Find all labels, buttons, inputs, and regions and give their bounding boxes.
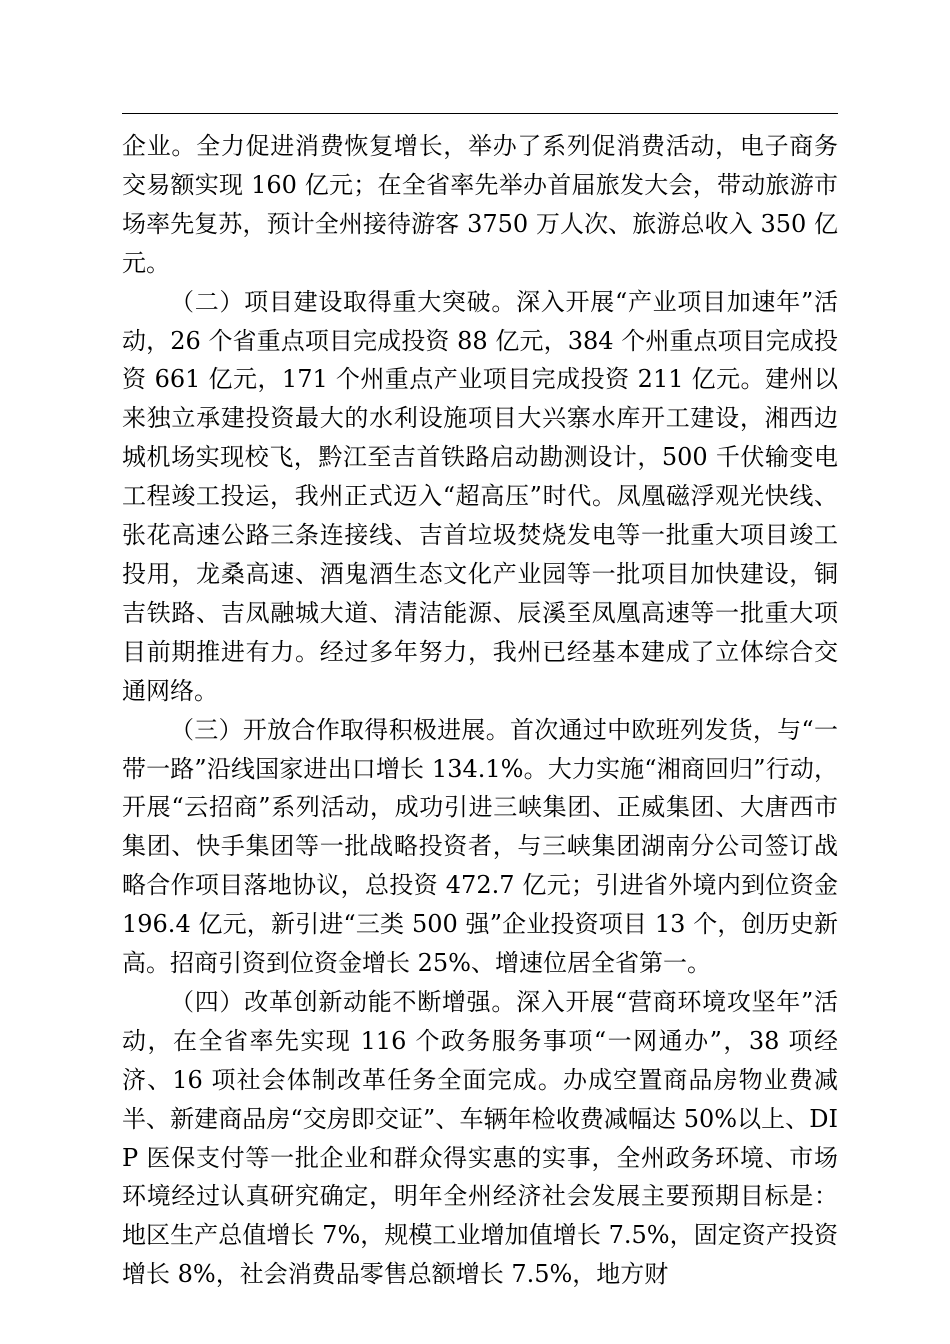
header-rule bbox=[122, 113, 838, 114]
document-body bbox=[122, 127, 838, 1294]
paragraph-continuation: 企业。全力促进消费恢复增长，举办了系列促消费活动，电子商务交易额实现 160 亿元；在全省率先举办首届旅发大会，带动旅游市场率先复苏，预计全州接待游客 3750 万人次、旅游总收入 350 亿元。 bbox=[122, 132, 838, 277]
paragraph-project-construction: （二）项目建设取得重大突破。深入开展“产业项目加速年”活动，26 个省重点项目完成投资 88 亿元，384 个州重点项目完成投资 661 亿元，171 个州重点产业项目完成投资 211 亿元。建州以来独立承建投资最大的水利设施项目大兴寨水库开工建设，湘西边城机场实现校飞，黔江至吉首铁路启动勘测设计，500 千伏输变电工程竣工投运，我州正式迈入“超高压”时代。凤凰磁浮观光快线、张花高速公路三条连接线、吉首垃圾焚烧发电等一批重大项目竣工投用，龙桑高速、酒鬼酒生态文化产业园等一批项目加快建设，铜吉铁路、吉凤融城大道、清洁能源、辰溪至凤凰高速等一批重大项目前期推进有力。经过多年努力，我州已经基本建成了立体综合交通网络。 bbox=[122, 287, 838, 705]
paragraph-open-cooperation: （三）开放合作取得积极进展。首次通过中欧班列发货，与“一带一路”沿线国家进出口增长 134.1%。大力实施“湘商回归”行动，开展“云招商”系列活动，成功引进三峡集团、正威集团、大唐西市集团、快手集团等一批战略投资者，与三峡集团湖南分公司签订战略合作项目落地协议，总投资 472.7 亿元；引进省外境内到位资金 196.4 亿元，新引进“三类 500 强”企业投资项目 13 个，创历史新高。招商引资到位资金增长 25%、增速位居全省第一。 bbox=[122, 715, 838, 978]
paragraph-reform-innovation: （四）改革创新动能不断增强。深入开展“营商环境攻坚年”活动，在全省率先实现 116 个政务服务事项“一网通办”，38 项经济、16 项社会体制改革任务全面完成。办成空置商品房物业费减半、新建商品房“交房即交证”、车辆年检收费减幅达 50%以上、DIP 医保支付等一批企业和群众得实惠的实事，全州政务环境、市场环境经过认真研究确定，明年全州经济社会发展主要预期目标是：地区生产总值增长 7%，规模工业增加值增长 7.5%，固定资产投资增长 8%，社会消费品零售总额增长 7.5%，地方财 bbox=[122, 987, 838, 1289]
